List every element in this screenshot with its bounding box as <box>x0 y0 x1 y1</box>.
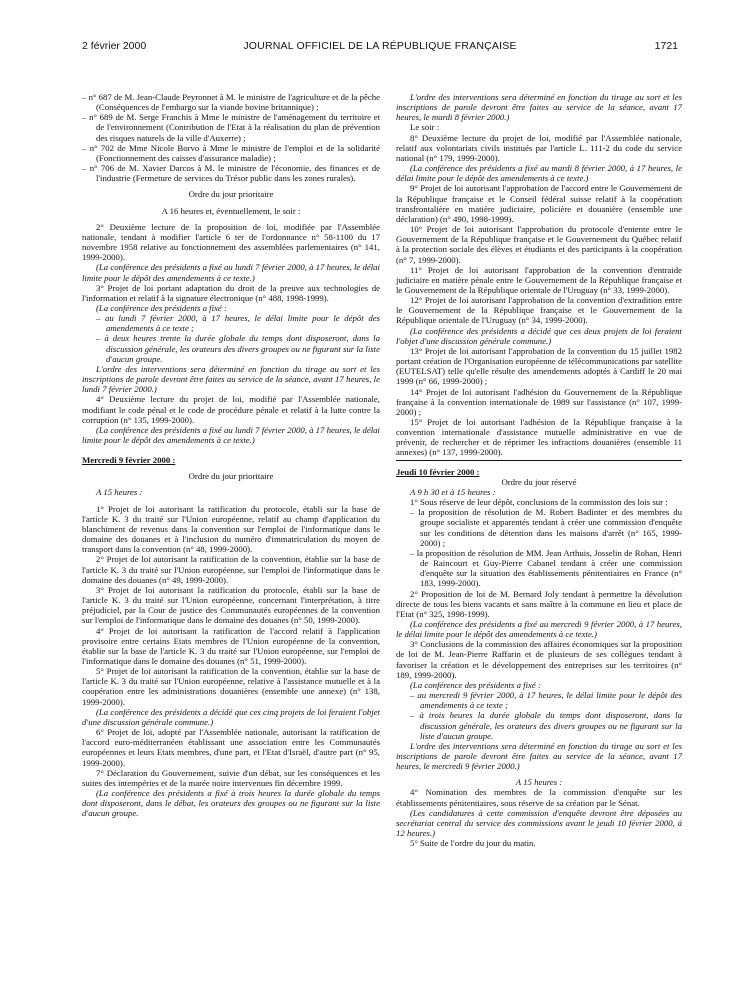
agenda-item-11: 11° Projet de loi autorisant l'approbation de la convention d'entraide judiciaire en matière pénale entre le Gouvernement de la République française et le Gouvernement de la République orientale de l'Uruguay (n° 33, 1999-2000). <box>396 264 682 295</box>
agenda-item-8-conference: (La conférence des présidents a fixé au mardi 8 février 2000, à 17 heures, le délai limite pour le dépôt des amendements à ce texte.) <box>396 163 682 184</box>
page-header <box>82 40 678 54</box>
thursday-item-3-order: L'ordre des interventions sera déterminé en fonction du tirage au sort et les inscriptions de parole devront être faites au service de la séance, avant 17 heures, le mercredi 9 février 2000.) <box>396 740 682 772</box>
question-689: – n° 689 de M. Serge Franchis à Mme le ministre de l'aménagement du territoire et de l'environnement (Contribution de l'Etat à la réalisation du plan de prévention des risques naturels de la ville d'Auxerre) ; <box>82 112 380 143</box>
thursday-item-4-conference: (Les candidatures à cette commission d'enquête devront être déposées au secrétariat central du service des commissions avant le jeudi 10 février 2000, à 12 heures.) <box>396 807 682 839</box>
agenda-item-4: 4° Deuxième lecture du projet de loi, modifié par l'Assemblée nationale, modifiant le code pénal et le code de procédure pénale et relatif à la lutte contre la corruption (n° 135, 1999-2000). <box>82 394 380 425</box>
wednesday-priority-heading: Ordre du jour prioritaire <box>188 471 274 482</box>
agenda-item-3-order: L'ordre des interventions sera déterminé en fonction du tirage au sort et les inscriptions de parole devront être faites au service de la séance, avant 17 heures, le lundi 7 février 2000.) <box>82 363 380 395</box>
agenda-item-3: 3° Projet de loi portant adaptation du droit de la preuve aux technologies de l'information et relatif à la signature électronique (n° 488, 1998-1999). <box>82 282 380 303</box>
agenda-item-8: 8° Deuxième lecture du projet de loi, modifié par l'Assemblée nationale, relatif aux volontariats civils institués par l'article L. 111-2 du code du service national (n° 179, 1999-2000). <box>396 132 682 163</box>
wednesday-item-6: 6° Projet de loi, adopté par l'Assemblée nationale, autorisant la ratification de l'accord euro-méditerranéen établissant une association entre les Communautés européennes et leurs Etats membres, d'une part, et l'Etat d'Israël, d'autre part (n° 95, 1999-2000). <box>82 727 380 768</box>
thursday-item-3: 3° Conclusions de la commission des affaires économiques sur la proposition de loi de M. Jean-Pierre Raffarin et de plusieurs de ses collègues tendant à favoriser la création et le développement des entreprises sur les territoires (n° 189, 1999-2000). <box>396 639 682 680</box>
wednesday-item-7-conference: (La conférence des présidents a fixé à trois heures la durée globale du temps dont disposeront, dans le débat, les orateurs des groupes ou ne figurant sur la liste d'aucun groupe. <box>82 788 380 819</box>
thursday-item-1-resolution-badinter: – la proposition de résolution de M. Robert Badinter et des membres du groupe socialiste et apparentés tendant à créer une commission d'enquête sur les conditions de détention dans les maisons d'arrêt (n° 165, 1999-2000) ; <box>410 507 682 548</box>
agenda-item-14: 14° Projet de loi autorisant l'adhésion du Gouvernement de la République française à la convention internationale de 1989 sur l'assistance (n° 107, 1999-2000) ; <box>396 386 682 417</box>
wednesday-heading: Mercredi 9 février 2000 : <box>82 455 176 466</box>
thursday-item-2-conference: (La conférence des présidents a fixé au mercredi 9 février 2000, à 17 heures, le délai limite pour le dépôt des amendements à ce texte.) <box>396 618 682 640</box>
agenda-item-15: 15° Projet de loi autorisant l'adhésion de la République française à la convention internationale d'assistance mutuelle administrative en vue de prévenir, de rechercher et de réprimer les infractions douanières (ensemble 11 annexes) (n° 137, 1999-2000). <box>396 417 682 458</box>
agenda-item-12-conference: (La conférence des présidents a décidé que ces deux projets de loi feraient l'objet d'une discussion générale commune.) <box>396 325 682 346</box>
wednesday-item-4: 4° Projet de loi autorisant la ratification de l'accord relatif à l'application provisoire entre certains Etats membres de l'Union européenne de la convention, établie sur la base de l'article K. 3 du traité sur l'Union européenne, sur l'emploi de l'informatique dans le domaine des douanes (n° 51, 1999-2000). <box>82 625 380 666</box>
thursday-item-1: 1° Sous réserve de leur dépôt, conclusions de la commission des lois sur : <box>410 497 668 508</box>
time-heading-16h: A 16 heures et, éventuellement, le soir : <box>161 205 301 216</box>
left-column <box>82 92 380 818</box>
thursday-item-3-duration: – à trois heures la durée globale du temps dont disposeront, dans la discussion générale, les orateurs des divers groupes ou ne figurant sur la liste d'aucun groupe. <box>410 710 682 741</box>
thursday-item-2: 2° Proposition de loi de M. Bernard Joly tendant à permettre la dévolution directe de tous les biens vacants et sans maître à la commune en lieu et place de l'Etat (n° 325, 1998-1999). <box>396 588 682 619</box>
wednesday-time-15h: A 15 heures : <box>96 487 143 498</box>
agenda-item-3-conference: (La conférence des présidents a fixé : <box>96 302 227 313</box>
thursday-item-5: 5° Suite de l'ordre du jour du matin. <box>410 838 536 849</box>
agenda-item-3-duration: – à deux heures trente la durée globale du temps dont disposeront, dans la discussion générale, les orateurs des divers groupes ou ne figurant sur la liste d'aucun groupe. <box>96 333 380 364</box>
agenda-item-9: 9° Projet de loi autorisant l'approbation de l'accord entre le Gouvernement de la République française et le Conseil fédéral suisse relatif à la coopération transfrontalière en matière judiciaire, policière et douanière (ensemble une déclaration) (n° 490, 1998-1999). <box>396 183 682 224</box>
wednesday-item-7: 7° Déclaration du Gouvernement, suivie d'un débat, sur les conséquences et les suites des intempéries et de la marée noire intervenues fin décembre 1999. <box>82 767 380 788</box>
wednesday-item-2: 2° Projet de loi autorisant la ratification de la convention, établie sur la base de l'article K. 3 du traité sur l'Union européenne, sur l'emploi de l'informatique dans le domaine des douanes (n° 49, 1999-2000). <box>82 554 380 585</box>
thursday-item-4: 4° Nomination des membres de la commission d'enquête sur les établissements pénitentiaires, sous réserve de sa création par le Sénat. <box>396 787 682 808</box>
agenda-item-4-conference: (La conférence des présidents a fixé au lundi 7 février 2000, à 17 heures, le délai limite pour le dépôt des amendements à ce texte.) <box>82 424 380 445</box>
agenda-item-13: 13° Projet de loi autorisant l'approbation de la convention du 15 juillet 1982 portant création de l'Organisation européenne de télécommunications par satellite (EUTELSAT) telle qu'elle résulte des amendements adoptés à Cardiff le 20 mai 1999 (n° 66, 1999-2000) ; <box>396 345 682 387</box>
thursday-time-heading: A 9 h 30 et à 15 heures : <box>410 486 496 497</box>
agenda-item-3-deadline: – au lundi 7 février 2000, à 17 heures, le délai limite pour le dépôt des amendements à ce texte ; <box>96 313 380 334</box>
agenda-item-2: 2° Deuxième lecture de la proposition de loi, modifiée par l'Assemblée nationale, tendant à modifier l'article 6 ter de l'ordonnance n° 58-1100 du 17 novembre 1958 relative au fonctionnement des assemblées parlementaires (n° 141, 1999-2000). <box>82 221 380 263</box>
header-page-number: 1721 <box>654 40 678 52</box>
header-date: 2 février 2000 <box>82 40 147 52</box>
question-702: – n° 702 de Mme Nicole Borvo à Mme le ministre de l'emploi et de la solidarité (Fonctionnement des caisses d'assurance maladie) ; <box>82 142 380 163</box>
thursday-item-3-deadline: – au mercredi 9 février 2000, à 17 heures, le délai limite pour le dépôt des amendements à ce texte ; <box>410 690 682 711</box>
thursday-item-1-resolution-arthuis: – la proposition de résolution de MM. Jean Arthuis, Josselin de Rohan, Henri de Raincourt et Guy-Pierre Cabanel tendant à créer une commission d'enquête sur la situation des établissements pénitentiaires en France (n° 183, 1999-2000). <box>410 547 682 589</box>
header-title: JOURNAL OFFICIEL DE LA RÉPUBLIQUE FRANÇAISE <box>243 40 517 52</box>
evening-heading: Le soir : <box>410 122 440 133</box>
priority-agenda-heading: Ordre du jour prioritaire <box>188 189 274 200</box>
agenda-item-10: 10° Projet de loi autorisant l'approbation du protocole d'entente entre le Gouvernement de la République française et le Gouvernement du Québec relatif à la protection sociale des élèves et étudiants et des participants à la coopération (n° 7, 1999-2000). <box>396 224 682 265</box>
agenda-item-12: 12° Projet de loi autorisant l'approbation de la convention d'extradition entre le Gouvernement de la République française et le Gouvernement de la République orientale de l'Uruguay (n° 34, 1999-2000). <box>396 295 682 326</box>
question-687: – n° 687 de M. Jean-Claude Peyronnet à M. le ministre de l'agriculture et de la pêche (Conséquences de l'embargo sur la viande bovine britannique) ; <box>82 92 380 113</box>
thursday-heading: Jeudi 10 février 2000 : <box>396 466 480 477</box>
right-column <box>396 92 682 848</box>
thursday-item-3-conference: (La conférence des présidents a fixé : <box>410 679 541 690</box>
reserved-agenda-heading: Ordre du jour réservé <box>501 476 577 487</box>
agenda-item-2-conference: (La conférence des présidents a fixé au lundi 7 février 2000, à 17 heures, le délai limite pour le dépôt des amendements à ce texte.) <box>82 262 380 283</box>
wednesday-item-3: 3° Projet de loi autorisant la ratification du protocole, établi sur la base de l'article K. 3 du traité sur l'Union européenne, concernant l'interprétation, à titre préjudiciel, par la Cour de justice des Communautés européennes de la convention sur l'emploi de l'informatique dans le domaine des douanes (n° 50, 1999-2000). <box>82 584 380 626</box>
continued-order-text: L'ordre des interventions sera déterminé en fonction du tirage au sort et les inscriptions de parole devront être faites au service de la séance, avant 17 heures, le mardi 8 février 2000.) <box>396 92 682 123</box>
question-706: – n° 706 de M. Xavier Darcos à M. le ministre de l'économie, des finances et de l'industrie (Fermeture de services du Trésor public dans les zones rurales). <box>82 163 380 184</box>
wednesday-item-5-conference: (La conférence des présidents a décidé que ces cinq projets de loi feraient l'objet d'une discussion générale commune.) <box>82 706 380 727</box>
wednesday-item-1: 1° Projet de loi autorisant la ratification du protocole, établi sur la base de l'article K. 3 du traité sur l'Union européenne, relatif au champ d'application du blanchiment de revenus dans la convention sur l'emploi de l'informatique dans le domaine des douanes et à l'inclusion du numéro d'immatriculation du moyen de transport dans la convention (n° 48, 1999-2000). <box>82 503 380 555</box>
thursday-time-15h: A 15 heures : <box>515 777 563 788</box>
wednesday-item-5: 5° Projet de loi autorisant la ratification de la convention, établie sur la base de l'article K. 3 du traité sur l'Union européenne, relative à l'assistance mutuelle et à la coopération entre les administrations douanières (ensemble une annexe) (n° 138, 1999-2000). <box>82 666 380 707</box>
